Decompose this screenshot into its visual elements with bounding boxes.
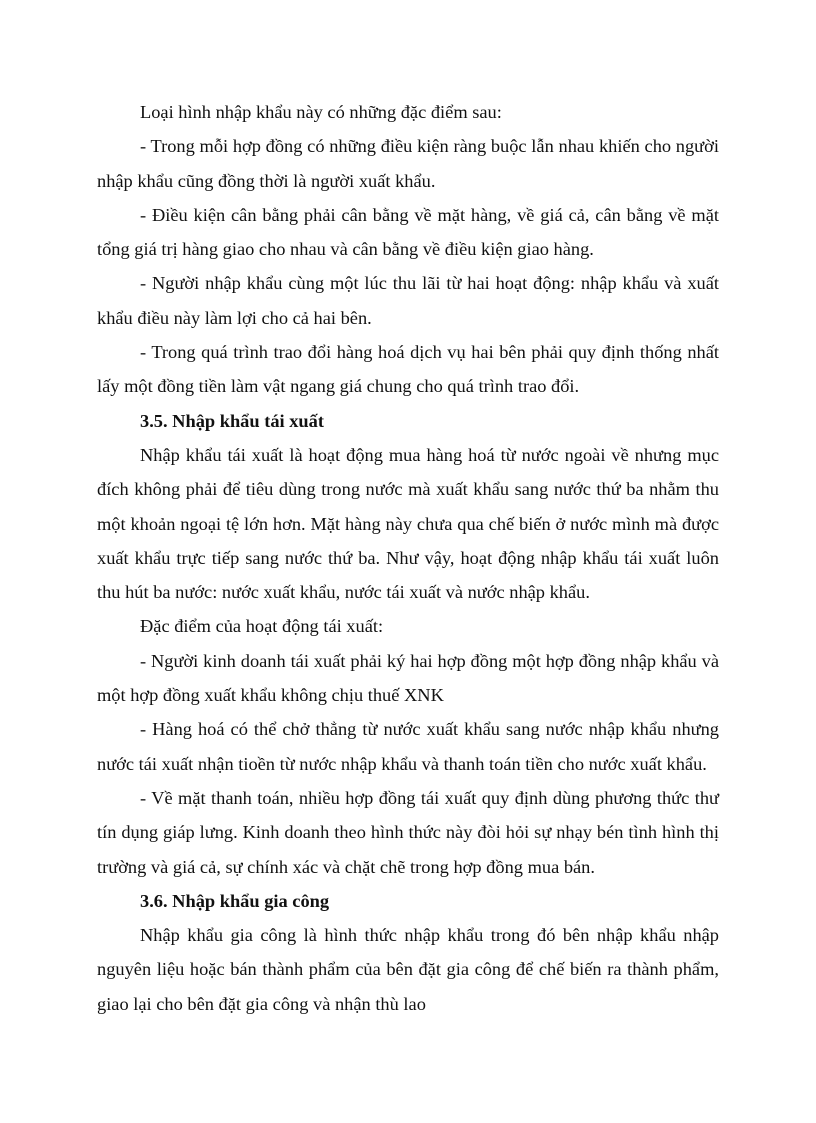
paragraph-direct-shipping: - Hàng hoá có thể chở thẳng từ nước xuất khẩu sang nước nhập khẩu nhưng nước tái xuất nhận tioền từ nước nhập khẩu và thanh toán tiền cho nước xuất khẩu. xyxy=(97,719,719,774)
paragraph-dual-profit: - Người nhập khẩu cùng một lúc thu lãi từ hai hoạt động: nhập khẩu và xuất khẩu điều này làm lợi cho cả hai bên. xyxy=(97,273,719,328)
paragraph-processing-definition: Nhập khẩu gia công là hình thức nhập khẩu trong đó bên nhập khẩu nhập nguyên liệu hoặc bán thành phẩm của bên đặt gia công để chế biến ra thành phẩm, giao lại cho bên đặt gia công và nhận thù lao xyxy=(97,925,719,1014)
section-heading-reexport: 3.5. Nhập khẩu tái xuất xyxy=(140,410,324,431)
paragraph-balance-conditions: - Điều kiện cân bằng phải cân bằng về mặt hàng, về giá cả, cân bằng về mặt tổng giá trị hàng giao cho nhau và cân bằng về điều kiện giao hàng. xyxy=(97,204,719,260)
paragraph-reexport-definition: Nhập khẩu tái xuất là hoạt động mua hàng hoá từ nước ngoài về nhưng mục đích không phải để tiêu dùng trong nước mà xuất khẩu sang nước thứ ba nhằm thu một khoản ngoại tệ lớn hơn. Mặt hàng này chưa qua chế biến ở nước mình mà được xuất khẩu trực tiếp sang nước thứ ba. Như vậy, hoạt động nhập khẩu tái xuất luôn thu hút ba nước: nước xuất khẩu, nước tái xuất và nước nhập khẩu. xyxy=(97,444,719,603)
paragraph-binding-conditions: - Trong mỗi hợp đồng có những điều kiện ràng buộc lẫn nhau khiến cho người nhập khẩu cũng đồng thời là người xuất khẩu. xyxy=(97,136,719,191)
document-body xyxy=(97,95,719,1021)
paragraph-two-contracts: - Người kinh doanh tái xuất phải ký hai hợp đồng một hợp đồng nhập khẩu và một hợp đồng xuất khẩu không chịu thuế XNK xyxy=(97,650,719,706)
paragraph-common-currency: - Trong quá trình trao đổi hàng hoá dịch vụ hai bên phải quy định thống nhất lấy một đồng tiền làm vật ngang giá chung cho quá trình trao đổi. xyxy=(97,342,719,397)
section-heading-processing: 3.6. Nhập khẩu gia công xyxy=(140,890,330,911)
paragraph-payment-method: - Về mặt thanh toán, nhiều hợp đồng tái xuất quy định dùng phương thức thư tín dụng giáp lưng. Kinh doanh theo hình thức này đòi hỏi sự nhạy bén tình hình thị trường và giá cả, sự chính xác và chặt chẽ trong hợp đồng mua bán. xyxy=(97,787,719,877)
paragraph-reexport-features-intro: Đặc điểm của hoạt động tái xuất: xyxy=(140,616,384,637)
paragraph-features-intro: Loại hình nhập khẩu này có những đặc điểm sau: xyxy=(140,102,502,122)
